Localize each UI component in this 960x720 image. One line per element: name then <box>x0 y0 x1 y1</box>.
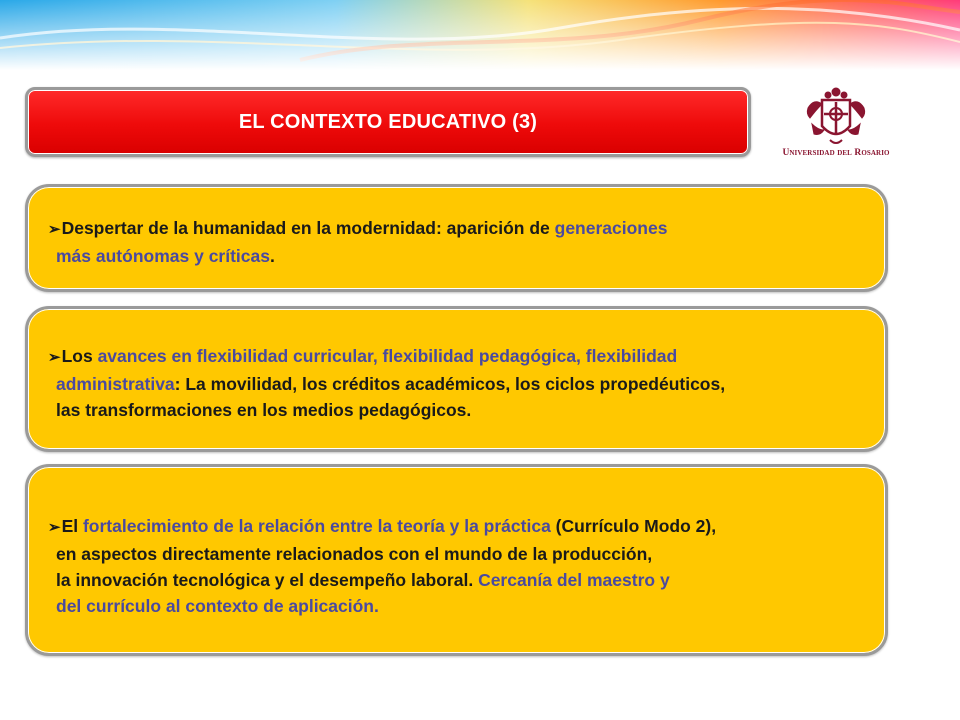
slide-title: EL CONTEXTO EDUCATIVO (3) <box>238 110 538 133</box>
panel-line <box>48 541 716 567</box>
highlighted-text: Cercanía del maestro y <box>478 570 670 590</box>
highlighted-text: administrativa <box>56 374 175 394</box>
panel-line <box>48 215 667 243</box>
panel-1-text <box>48 215 667 269</box>
body-text: (Currículo Modo 2), <box>550 516 717 536</box>
body-text: la innovación tecnológica y el desempeño laboral. <box>56 570 479 590</box>
body-text: las transformaciones en los medios pedagógicos. <box>56 400 472 420</box>
content-panel-2 <box>25 306 888 452</box>
panel-line <box>48 343 725 371</box>
arrow-bullet-icon: ➢ <box>48 519 61 536</box>
university-logo <box>780 84 892 166</box>
arrow-bullet-icon: ➢ <box>48 221 61 238</box>
panel-line <box>48 567 716 593</box>
panel-line <box>48 371 725 397</box>
body-text: . <box>269 246 275 266</box>
colorful-wave-graphic <box>0 0 960 70</box>
highlighted-text: avances en flexibilidad curricular, flexibilidad pedagógica, flexibilidad <box>97 346 678 366</box>
panel-3-text <box>48 513 716 619</box>
body-text: Los <box>61 346 98 366</box>
panel-line <box>48 593 716 619</box>
title-bar <box>25 87 751 157</box>
body-text: en aspectos directamente relacionados con el mundo de la producción, <box>56 544 653 564</box>
content-panel-1 <box>25 184 888 292</box>
body-text: El <box>61 516 83 536</box>
body-text: : La movilidad, los créditos académicos, los ciclos propedéuticos, <box>174 374 726 394</box>
highlighted-text: fortalecimiento de la relación entre la teoría y la práctica <box>82 516 551 536</box>
highlighted-text: del currículo al contexto de aplicación. <box>56 596 379 616</box>
content-panel-3 <box>25 464 888 656</box>
panel-line <box>48 243 667 269</box>
panel-line <box>48 397 725 423</box>
highlighted-text: más autónomas y críticas <box>56 246 270 266</box>
decorative-header-banner <box>0 0 960 70</box>
arrow-bullet-icon: ➢ <box>48 349 61 366</box>
highlighted-text: generaciones <box>554 218 668 238</box>
body-text: Despertar de la humanidad en la modernidad: aparición de <box>61 218 555 238</box>
university-name: Universidad del Rosario <box>782 148 890 158</box>
panel-line <box>48 513 716 541</box>
university-crest-icon <box>780 84 892 148</box>
panel-2-text <box>48 343 725 423</box>
